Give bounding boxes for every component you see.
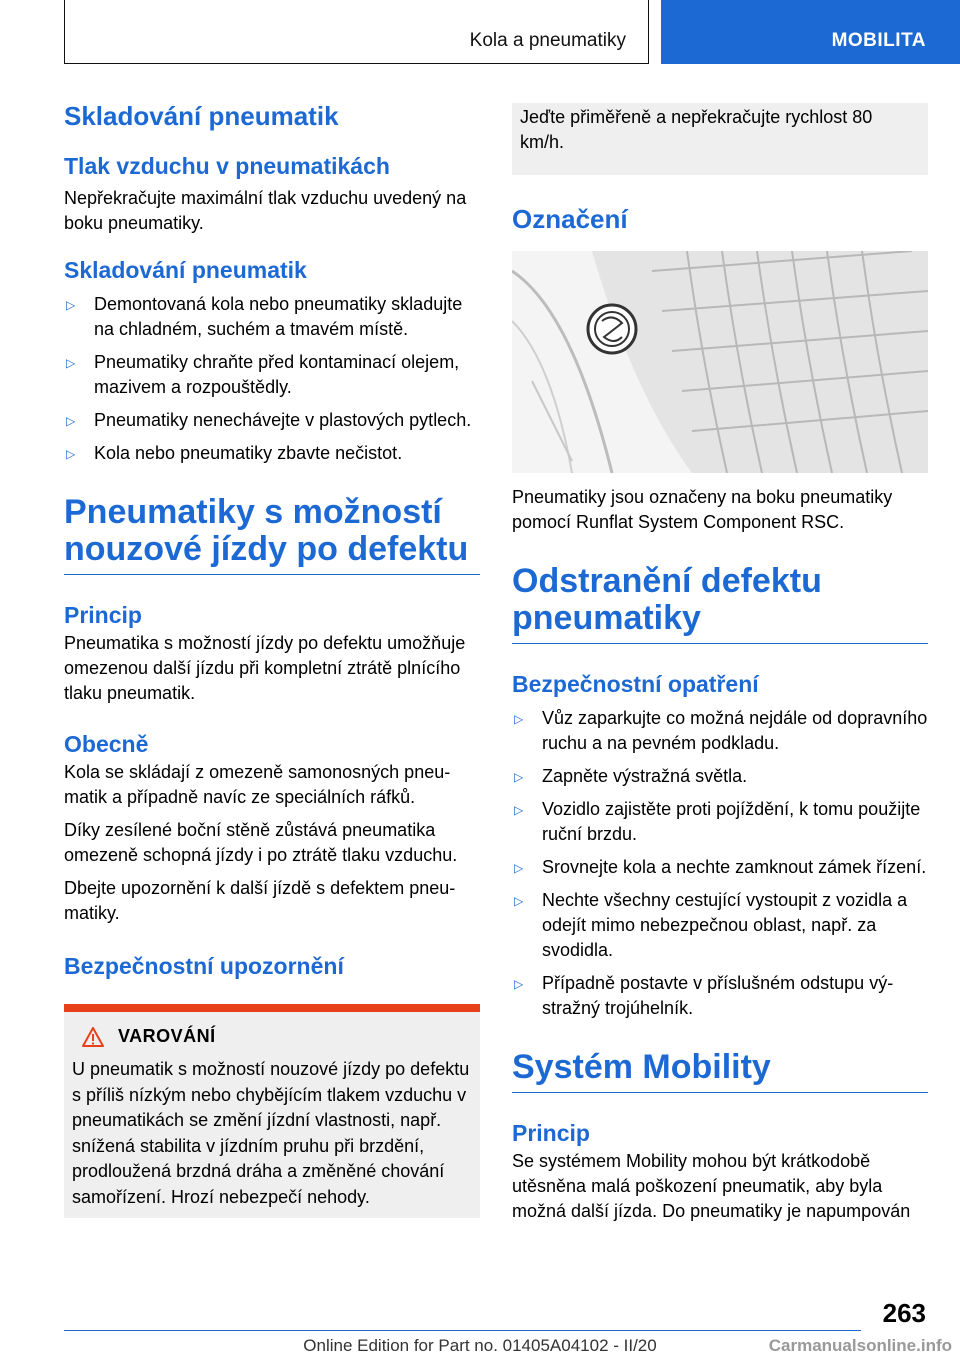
left-column: [64, 100, 480, 1218]
chapter-tab: [661, 0, 960, 64]
site-watermark: Carmanualsonline.info: [768, 1336, 952, 1355]
warning-box: [64, 1004, 480, 1218]
paragraph-marking: Pneumatiky jsou označeny na boku pneumatiky pomocí Runflat System Component RSC.: [512, 487, 893, 532]
list-item: ▷ Demontovaná kola nebo pneumatiky skladujte na chladném, suchém a tmavém místě.: [66, 294, 463, 339]
section-title: Kola a pneumatiky: [469, 30, 626, 51]
heading-general: Obecně: [64, 731, 149, 757]
chapter-title: MOBILITA: [831, 30, 926, 51]
list-item: ▷ Nechte všechny cestující vystoupit z vozidla a odejít mimo nebezpečnou oblast, např. za svodidla.: [514, 890, 908, 960]
warning-text: U pneumatik s možností nouzové jízdy po defektu s příliš nízkým nebo chybějícím tlakem vzduchu v pneumatikách se změní jízdní vlastnosti, např. snížená stabilita v jízdním pruhu při brzdění, prodloužená brzdná dráha a změněné chování samořízení. Hrozí nebezpečí nehody.: [72, 1059, 470, 1207]
triangle-bullet-icon: ▷: [514, 977, 524, 991]
heading-mobility-system: Systém Mobility: [512, 1049, 928, 1093]
heading-principle: Princip: [64, 602, 142, 628]
list-item: ▷ Pneumatiky nenechávejte v plastových pytlech.: [64, 408, 480, 433]
triangle-bullet-icon: ▷: [514, 894, 524, 908]
paragraph-pressure: Nepřekračujte maximální tlak vzduchu uvedený na boku pneumatiky.: [64, 188, 467, 233]
warning-triangle-icon: [82, 1027, 104, 1047]
list-item: ▷ Vozidlo zajistěte proti pojíždění, k tomu použijte ruční brzdu.: [514, 799, 921, 844]
tire-rsc-illustration: [512, 251, 928, 473]
paragraph-general-2: Díky zesílené boční stěně zůstává pneumatika omezeně schopná jízdy i po ztrátě tlaku vzduchu.: [64, 820, 458, 865]
header-section-box: [64, 0, 649, 64]
triangle-bullet-icon: ▷: [514, 770, 524, 784]
storage-list: [64, 292, 480, 466]
paragraph-general-1: Kola se skládají z omezeně samonosných pneumatik a případně navíc ze speciálních ráfků.: [64, 762, 451, 807]
list-item: ▷ Zapněte výstražná světla.: [512, 764, 928, 789]
page-header: [0, 0, 960, 66]
heading-runflat: Pneumatiky s možností nouzové jízdy po defektu: [64, 494, 480, 575]
triangle-bullet-icon: ▷: [514, 861, 524, 875]
measures-list: [512, 706, 928, 1021]
triangle-bullet-icon: ▷: [66, 298, 76, 312]
triangle-bullet-icon: ▷: [514, 712, 524, 726]
list-item: ▷ Případně postavte v příslušném odstupu výstražný trojúhelník.: [514, 973, 894, 1018]
list-item: ▷ Kola nebo pneumatiky zbavte nečistot.: [64, 441, 480, 466]
heading-storage-sub: Skladování pneumatik: [64, 257, 307, 283]
footer-divider: [64, 1330, 861, 1331]
heading-remove-defect: Odstranění defektu pneumatiky: [512, 563, 928, 644]
heading-mobility-principle: Princip: [512, 1120, 590, 1146]
edition-text: Online Edition for Part no. 01405A04102 - II/20: [303, 1336, 657, 1355]
paragraph-mobility-principle: Se systémem Mobility mohou být krátkodobě utěsněna malá poškození pneumatik, aby byla možná další jízda. Do pneumatiky je napumpován: [512, 1151, 911, 1221]
footer-edition: [0, 1336, 960, 1356]
list-item: ▷ Srovnejte kola a nechte zamknout zámek řízení.: [512, 855, 928, 880]
heading-safety-notes: Bezpečnostní upozornění: [64, 953, 344, 979]
triangle-bullet-icon: ▷: [66, 414, 76, 428]
warning-bar: [64, 1004, 480, 1012]
warning-title: VAROVÁNÍ: [72, 1026, 470, 1047]
speed-note: Jeďte přiměřeně a nepřekračujte rychlost 80 km/h.: [512, 103, 928, 175]
triangle-bullet-icon: ▷: [66, 356, 76, 370]
heading-safety-measures: Bezpečnostní opatření: [512, 671, 759, 697]
list-item: ▷ Vůz zaparkujte co možná nejdále od dopravního ruchu a na pevném podkladu.: [514, 708, 928, 753]
paragraph-principle: Pneumatika s možností jízdy po defektu umožňuje omezenou další jízdu při kompletní ztrátě plnícího tlaku pneumatik.: [64, 633, 466, 703]
paragraph-general-3: Dbejte upozornění k další jízdě s defektem pneumatiky.: [64, 878, 456, 923]
heading-storage: Skladování pneumatik: [64, 101, 339, 131]
heading-pressure: Tlak vzduchu v pneumatikách: [64, 153, 390, 179]
page-number: 263: [882, 1298, 926, 1328]
triangle-bullet-icon: ▷: [514, 803, 524, 817]
right-column: [512, 103, 928, 1224]
heading-marking: Označení: [512, 204, 628, 234]
list-item: ▷ Pneumatiky chraňte před kontaminací olejem, mazivem a rozpouštědly.: [66, 352, 460, 397]
triangle-bullet-icon: ▷: [66, 447, 76, 461]
